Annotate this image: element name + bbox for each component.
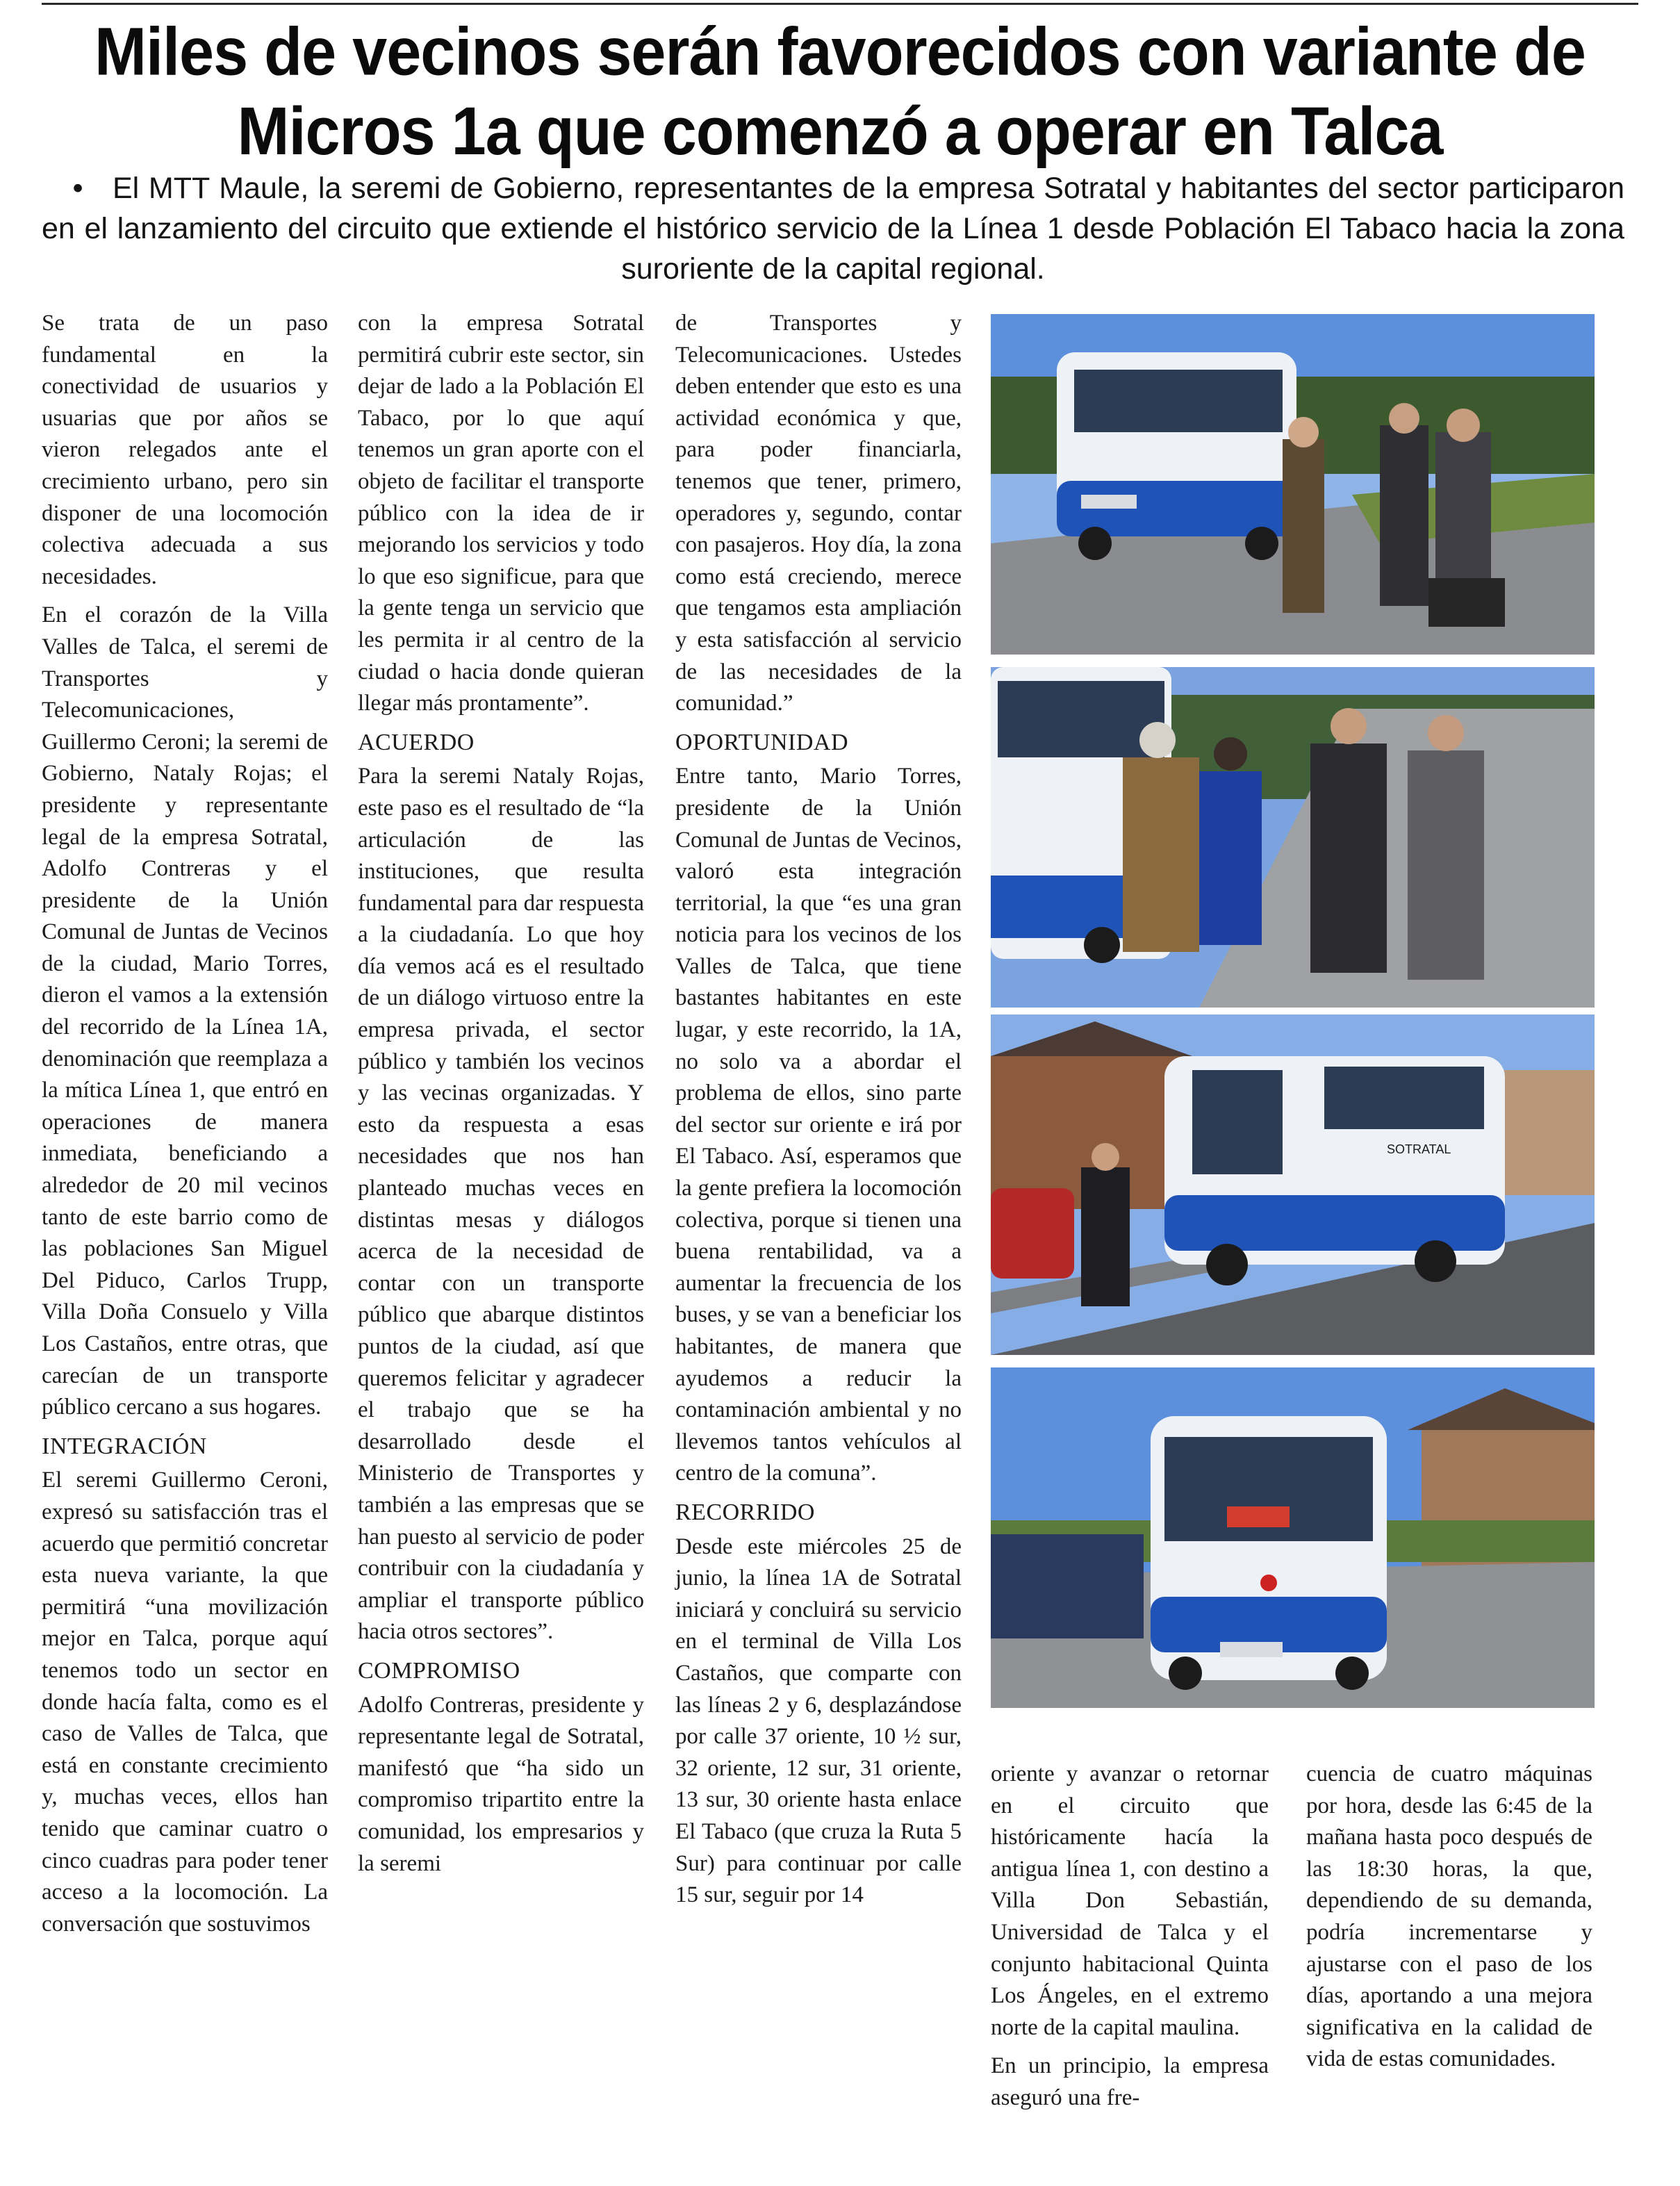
article-column-3 (675, 308, 962, 1918)
paragraph-intro: Se trata de un paso fundamental en la conectividad de usuarios y usuarias que por años se vieron relegados ante el crecimiento urbano, pero sin disponer de una locomoción colectiva adecuada a sus necesidades. (42, 311, 328, 589)
subheading-compromiso: COMPROMISO (358, 1657, 520, 1684)
photo-bus-officials-1 (991, 314, 1595, 655)
article-column-1 (42, 308, 328, 1947)
paragraph-ceroni-continued: con la empresa Sotratal permitirá cubrir este sector, sin dejar de lado a la Población El Tabaco, por lo que aquí tenemos un gran aporte con el objeto de facilitar el transporte público con la idea de ir mejorando los servicios y todo lo que eso significue, para que la gente tenga un servicio que les permita ir al centro de la ciudad o hacia donde quieran llegar más prontamente”. (358, 311, 644, 716)
article-column-4 (991, 1759, 1269, 2121)
bus-label-text: SOTRATAL (1387, 1142, 1451, 1156)
article-column-2 (358, 308, 644, 1887)
lead-paragraph (42, 168, 1624, 289)
paragraph-contreras-continued: de Transportes y Telecomunicaciones. Ustedes deben entender que esto es una actividad económica y que, para poder financiarla, tenemos que tener, primero, operadores y, segundo, contar con pasajeros. Hoy día, la zona como está creciendo, merece que tengamos esta ampliación y esta satisfacción al servicio de las necesidades de la comunidad.” (675, 311, 962, 716)
headline-line-1: Miles de vecinos serán favorecidos con variante de (94, 15, 1586, 90)
subheading-recorrido: RECORRIDO (675, 1499, 815, 1525)
bullet-icon: • (72, 172, 83, 205)
paragraph-frequency: En un principio, la empresa aseguró una fre- (991, 2053, 1269, 2110)
paragraph-ceroni: El seremi Guillermo Ceroni, expresó su satisfacción tras el acuerdo que permitió concretar esta nueva variante, la que permitirá “una movilización mejor en Talca, porque aquí tenemos todo un sector en donde hacía falta, como es el caso de Valles de Talca, que está en constante crecimiento y, muchas veces, ellos han tenido que caminar cuatro o cinco cuadras para poder tener acceso a la locomoción. La conversación que sostuvimos (42, 1468, 328, 1937)
paragraph-rojas: Para la seremi Nataly Rojas, este paso es el resultado de “la articulación de las instituciones, que resulta fundamental para dar respuesta a la ciudadanía. Lo que hoy día vemos acá es el resultado de un diálogo virtuoso entre la empresa privada, el sector público y también los vecinos y las vecinas organizadas. Y esto da respuesta a esas necesidades que nos han planteado muchas veces en distintas mesas y diálogos acerca de la necesidad de contar con un transporte público que abarque distintos puntos de la ciudad, así que queremos felicitar y agradecer el trabajo que se ha desarrollado desde el Ministerio de Transportes y también a las empresas que se han puesto al servicio de poder contribuir con la ciudadanía y ampliar el transporte público hacia otros sectores”. (358, 764, 644, 1645)
headline (42, 13, 1638, 172)
subheading-oportunidad: OPORTUNIDAD (675, 729, 849, 755)
headline-line-2: Micros 1a que comenzó a operar en Talca (237, 94, 1443, 170)
paragraph-frequency-continued: cuencia de cuatro máquinas por hora, desde las 6:45 de la mañana hasta poco después de las 18:30 horas, la que, dependiendo de su demanda, podría incrementarse y ajustarse con el paso de los días, aportando a una mejora significativa en la calidad de vida de estas comunidades. (1306, 1761, 1592, 2072)
subheading-acuerdo: ACUERDO (358, 729, 475, 755)
photo-bus-front (991, 1367, 1595, 1708)
top-rule (42, 3, 1638, 5)
subheading-integracion: INTEGRACIÓN (42, 1433, 207, 1459)
photo-bus-officials-2 (991, 667, 1595, 1008)
paragraph-torres: Entre tanto, Mario Torres, presidente de la Unión Comunal de Juntas de Vecinos, valoró esta integración territorial, la que “es una gran noticia para los vecinos de los Valles de Talca, que tiene bastantes habitantes en este lugar, y este recorrido, la 1A, no solo va a abordar el problema de ellos, sino parte del sector sur oriente e irá por El Tabaco. Así, esperamos que la gente prefiera la locomoción colectiva, porque si tienen una buena rentabilidad, va a aumentar la frecuencia de los buses, y se van a beneficiar los habitantes, de manera que ayudemos a reducir la contaminación ambiental y no llevemos tantos vehículos al centro de la comuna”. (675, 764, 962, 1486)
paragraph-contreras: Adolfo Contreras, presidente y representante legal de Sotratal, manifestó que “ha sido un compromiso tripartito entre la comunidad, los empresarios y la seremi (358, 1692, 644, 1876)
paragraph-route-continued: oriente y avanzar o retornar en el circuito que históricamente hacía la antigua línea 1, con destino a Villa Don Sebastián, Universidad de Talca y el conjunto habitacional Quinta Los Ángeles, en el extremo norte de la capital maulina. (991, 1761, 1269, 2040)
article-column-5 (1306, 1759, 1592, 2082)
lead-text: El MTT Maule, la seremi de Gobierno, representantes de la empresa Sotratal y habitantes del sector participaron en el lanzamiento del circuito que extiende el histórico servicio de la Línea 1 desde Población El Tabaco hacia la zona suroriente de la capital regional. (42, 172, 1624, 286)
paragraph-route: Desde este miércoles 25 de junio, la línea 1A de Sotratal iniciará y concluirá su servicio en el terminal de Villa Los Castaños, que comparte con las líneas 2 y 6, desplazándose por calle 37 oriente, 10 ½ sur, 32 oriente, 12 sur, 31 oriente, 13 sur, 30 oriente hasta enlace El Tabaco (que cruza la Ruta 5 Sur) para continuar por calle 15 sur, seguir por 14 (675, 1534, 962, 1908)
photo-bus-street (991, 1014, 1595, 1355)
paragraph-launch: En el corazón de la Villa Valles de Talca, el seremi de Transportes y Telecomunicaciones, Guillermo Ceroni; la seremi de Gobierno, Nataly Rojas; el presidente y representante legal de la empresa Sotratal, Adolfo Contreras y el presidente de la Unión Comunal de Juntas de Vecinos de la ciudad, Mario Torres, dieron el vamos a la extensión del recorrido de la Línea 1A, denominación que reemplaza a la mítica Línea 1, que entró en operaciones de manera inmediata, beneficiando a alrededor de 20 mil vecinos tanto de este barrio como de las poblaciones San Miguel Del Piduco, Carlos Trupp, Villa Doña Consuelo y Villa Los Castaños, entre otras, que carecían de un transporte público cercano a sus hogares. (42, 602, 328, 1420)
